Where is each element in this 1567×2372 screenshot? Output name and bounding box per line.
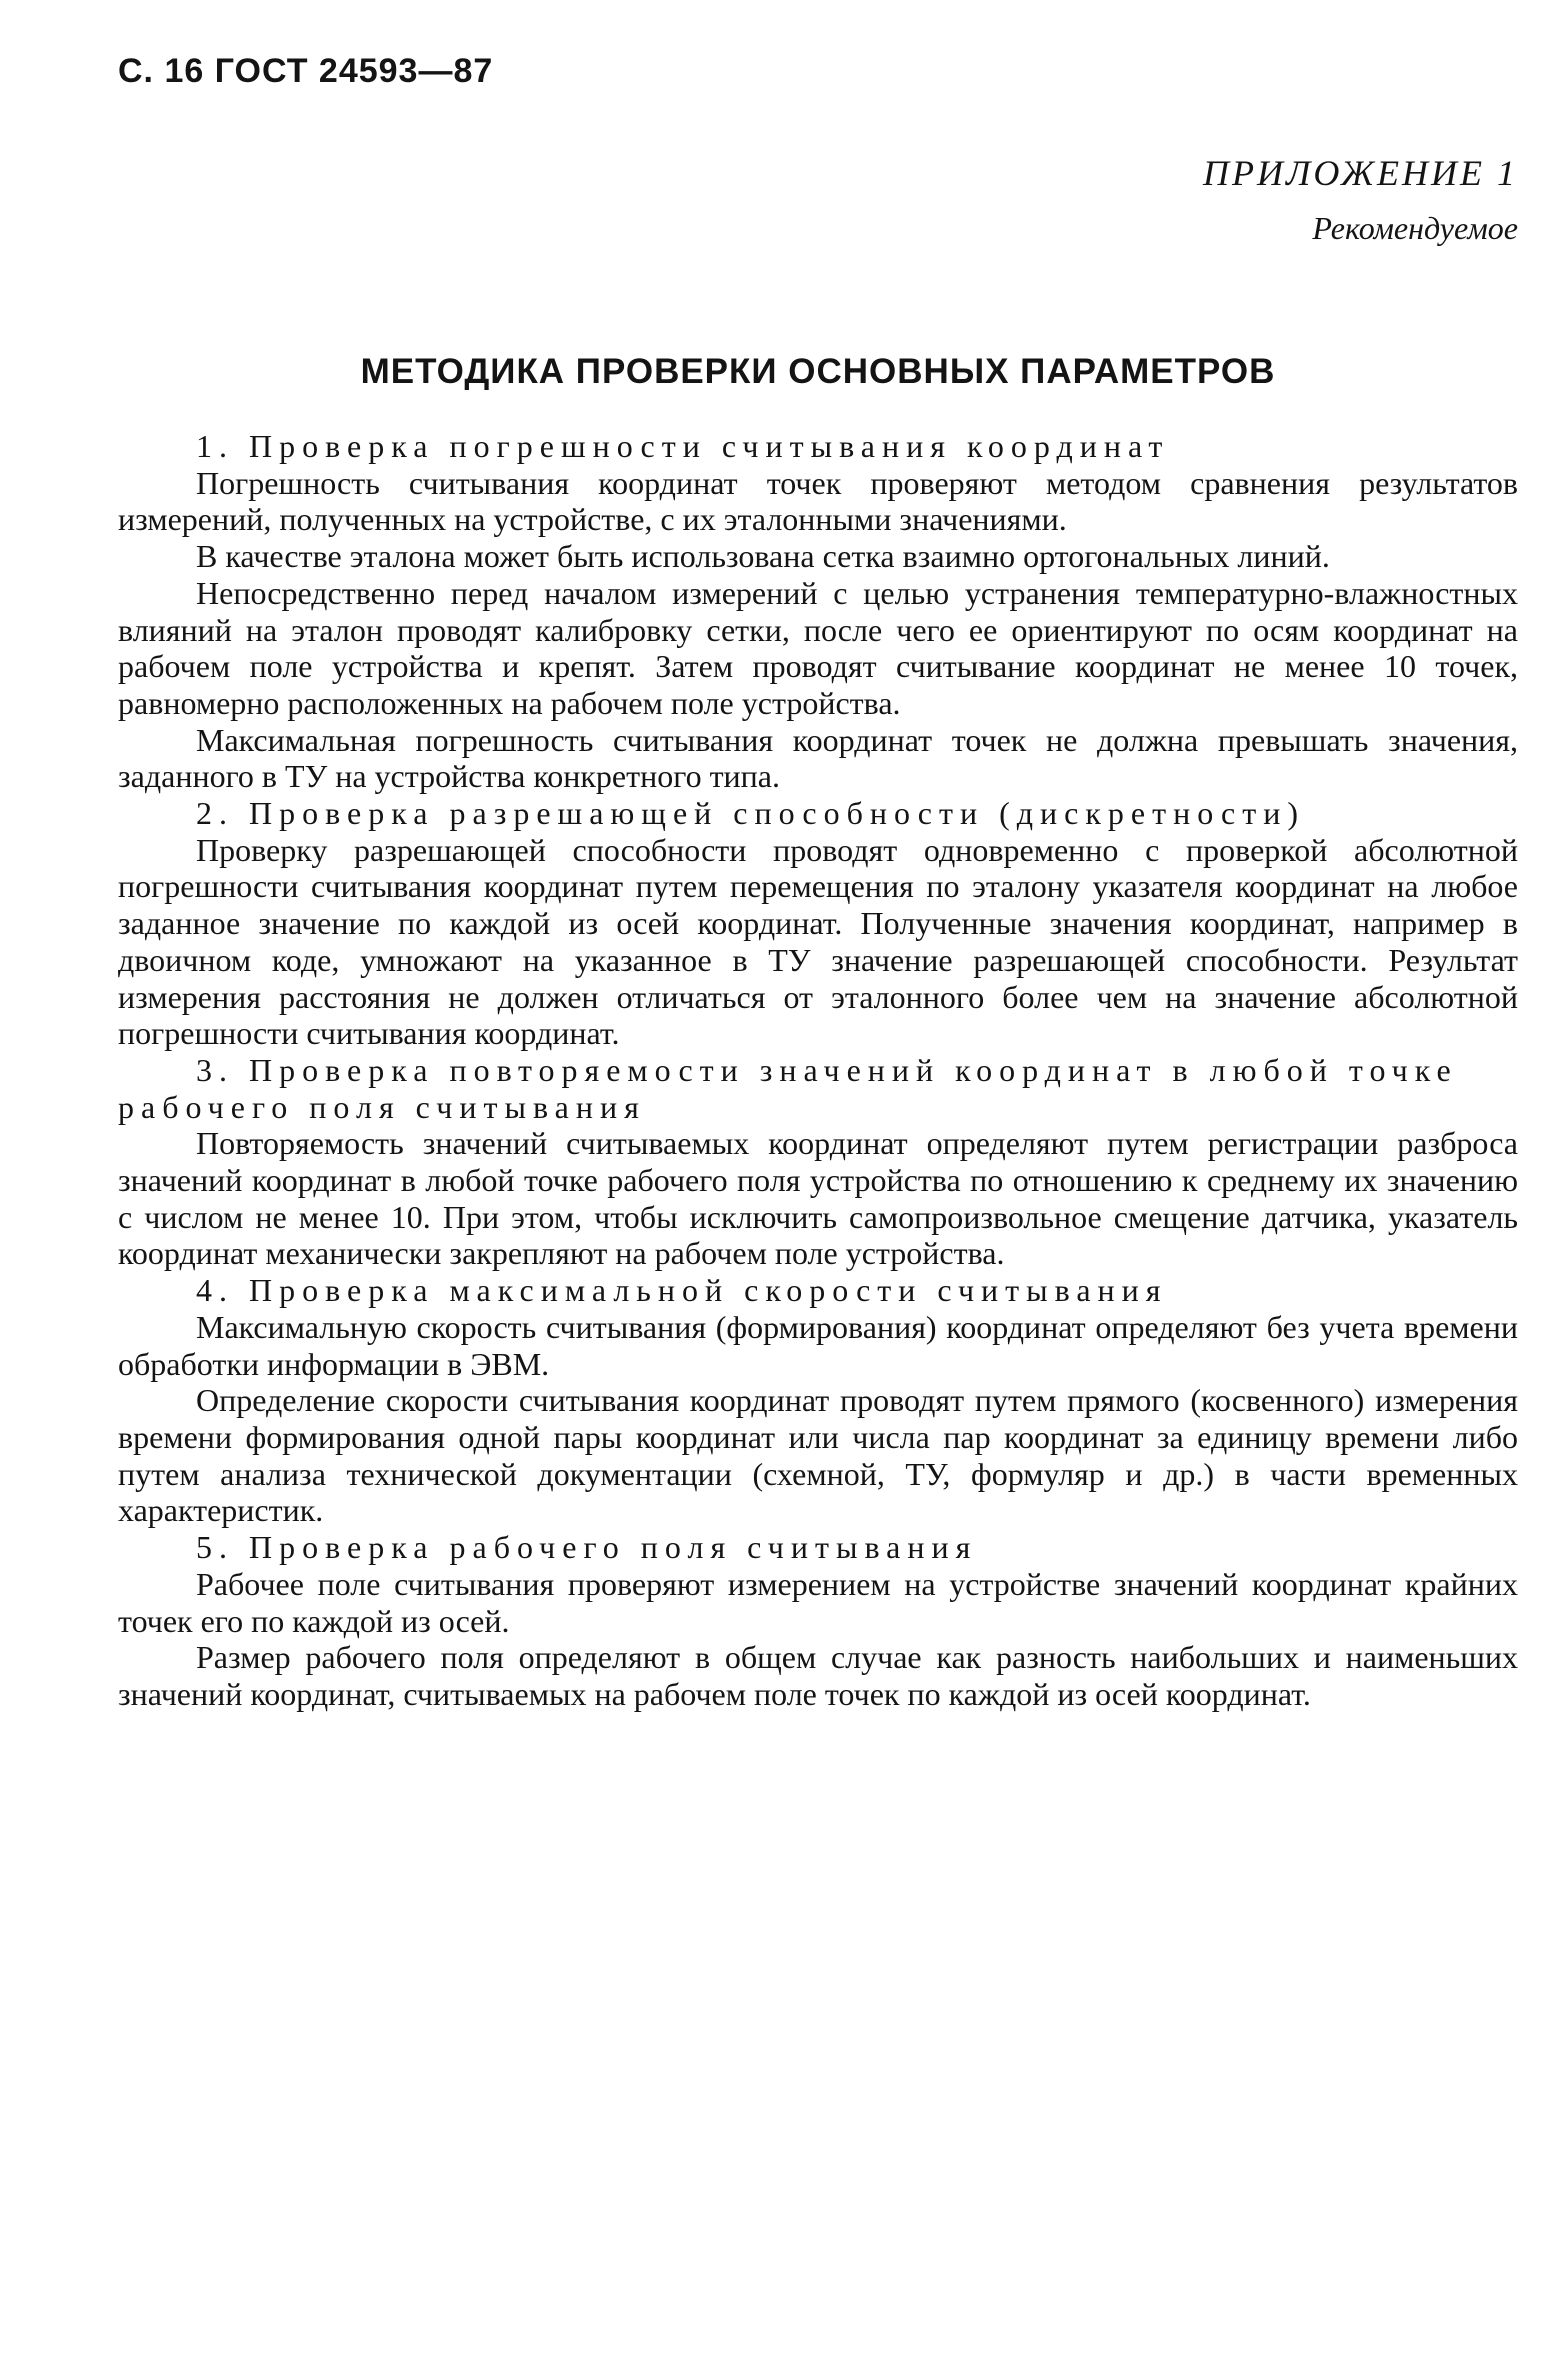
section-3-paragraph: Повторяемость значений считываемых координат определяют путем регистрации разброса значений координат в любой точке рабочего поля устройства по отношению к среднему их значению с числом не менее 10. При этом, чтобы исключить самопроизвольное смещение датчика, указатель координат механически закрепляют на рабочем поле устройства. <box>118 1125 1518 1272</box>
document-title: МЕТОДИКА ПРОВЕРКИ ОСНОВНЫХ ПАРАМЕТРОВ <box>360 352 1276 391</box>
section-4-paragraph: Определение скорости считывания координат проводят путем прямого (косвенного) измерения времени формирования одной пары координат или числа пар координат за единицу времени либо путем анализа технической документации (схемной, ТУ, формуляр и др.) в части временных характеристик. <box>118 1382 1518 1529</box>
document-page <box>118 0 1518 2372</box>
appendix-subtitle: Рекомендуемое <box>1312 210 1518 246</box>
appendix-label <box>1203 150 1518 250</box>
section-2-heading: 2. Проверка разрешающей способности (дискретности) <box>196 795 1305 832</box>
section-1-paragraph: Непосредственно перед началом измерений с целью устранения температурно-влажностных влияний на эталон проводят калибровку сетки, после чего ее ориентируют по осям координат на рабочем поле устройства и крепят. Затем проводят считывание координат не менее 10 точек, равномерно расположенных на рабочем поле устройства. <box>118 574 1518 721</box>
document-body <box>118 428 1518 1713</box>
section-5-heading: 5. Проверка рабочего поля считывания <box>196 1529 978 1566</box>
running-header: С. 16 ГОСТ 24593—87 <box>118 52 494 90</box>
section-3-heading: 3. Проверка повторяемости значений координат в любой точке рабочего поля считывания <box>118 1051 1458 1125</box>
section-1-paragraph: Погрешность считывания координат точек проверяют методом сравнения результатов измерений, полученных на устройстве, с их эталонными значениями. <box>118 464 1518 538</box>
section-1-paragraph: В качестве эталона может быть использована сетка взаимно ортогональных линий. <box>196 538 1330 575</box>
section-1-paragraph: Максимальная погрешность считывания координат точек не должна превышать значения, заданного в ТУ на устройства конкретного типа. <box>118 721 1518 795</box>
section-4-paragraph: Максимальную скорость считывания (формирования) координат определяют без учета времени обработки информации в ЭВМ. <box>118 1308 1518 1382</box>
section-4-heading: 4. Проверка максимальной скорости считывания <box>196 1272 1168 1309</box>
section-5-paragraph: Рабочее поле считывания проверяют измерением на устройстве значений координат крайних точек его по каждой из осей. <box>118 1565 1518 1639</box>
section-5-paragraph: Размер рабочего поля определяют в общем случае как разность наибольших и наименьших значений координат, считываемых на рабочем поле точек по каждой из осей координат. <box>118 1639 1518 1712</box>
section-2-paragraph: Проверку разрешающей способности проводят одновременно с проверкой абсолютной погрешности считывания координат путем перемещения по эталону указателя координат на любое заданное значение по каждой из осей координат. Полученные значения координат, например в двоичном коде, умножают на указанное в ТУ значение разрешающей способности. Результат измерения расстояния не должен отличаться от эталонного более чем на значение абсолютной погрешности считывания координат. <box>118 831 1518 1052</box>
section-1-heading: 1. Проверка погрешности считывания координат <box>196 428 1170 464</box>
appendix-title: ПРИЛОЖЕНИЕ 1 <box>1203 153 1518 193</box>
